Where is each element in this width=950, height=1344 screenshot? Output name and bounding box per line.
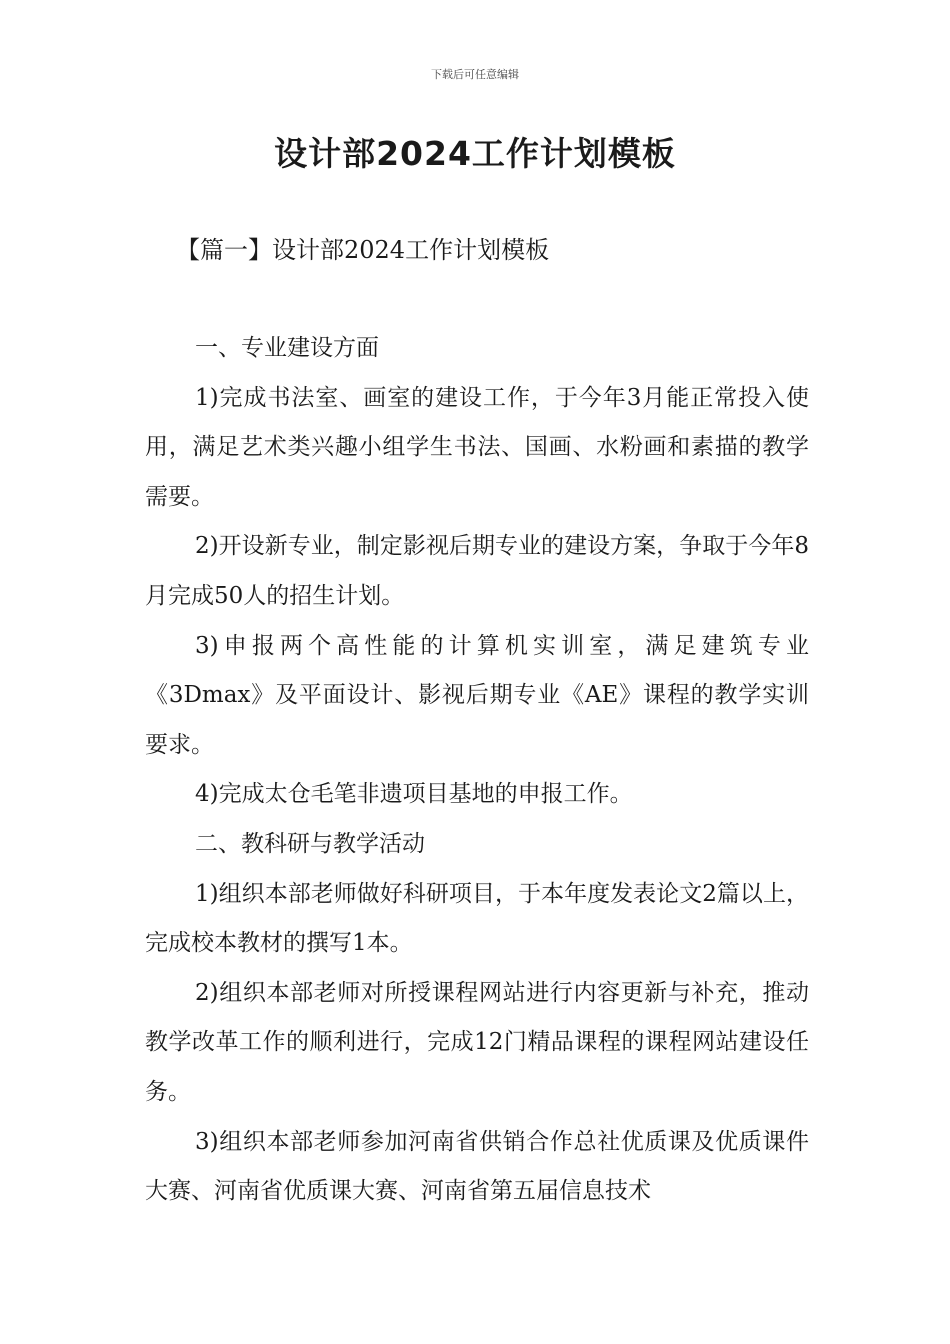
- paragraph-heading-2: 二、教科研与教学活动: [195, 830, 425, 857]
- document-body: [145, 324, 809, 1217]
- document-title: 设计部2024工作计划模板: [274, 134, 676, 173]
- paragraph-heading-1: 一、专业建设方面: [195, 335, 379, 361]
- paragraph: 1)完成书法室、画室的建设工作，于今年3月能正常投入使用，满足艺术类兴趣小组学生书法、国画、水粉画和素描的教学需要。: [145, 384, 809, 510]
- paragraph: 2)开设新专业，制定影视后期专业的建设方案，争取于今年8月完成50人的招生计划。: [145, 533, 809, 609]
- paragraph: 2)组织本部老师对所授课程网站进行内容更新与补充，推动教学改革工作的顺利进行，完成12门精品课程的课程网站建设任务。: [145, 979, 809, 1105]
- section-heading: 【篇一】设计部2024工作计划模板: [176, 236, 550, 264]
- paragraph: 4)完成太仓毛笔非遗项目基地的申报工作。: [195, 781, 633, 808]
- paragraph: 3)组织本部老师参加河南省供销合作总社优质课及优质课件大赛、河南省优质课大赛、河南省第五届信息技术: [145, 1128, 809, 1205]
- paragraph: 3)申报两个高性能的计算机实训室，满足建筑专业《3Dmax》及平面设计、影视后期专业《AE》课程的教学实训要求。: [145, 632, 809, 758]
- paragraph: 1)组织本部老师做好科研项目，于本年度发表论文2篇以上，完成校本教材的撰写1本。: [145, 880, 809, 957]
- header-note: 下载后可任意编辑: [431, 68, 519, 81]
